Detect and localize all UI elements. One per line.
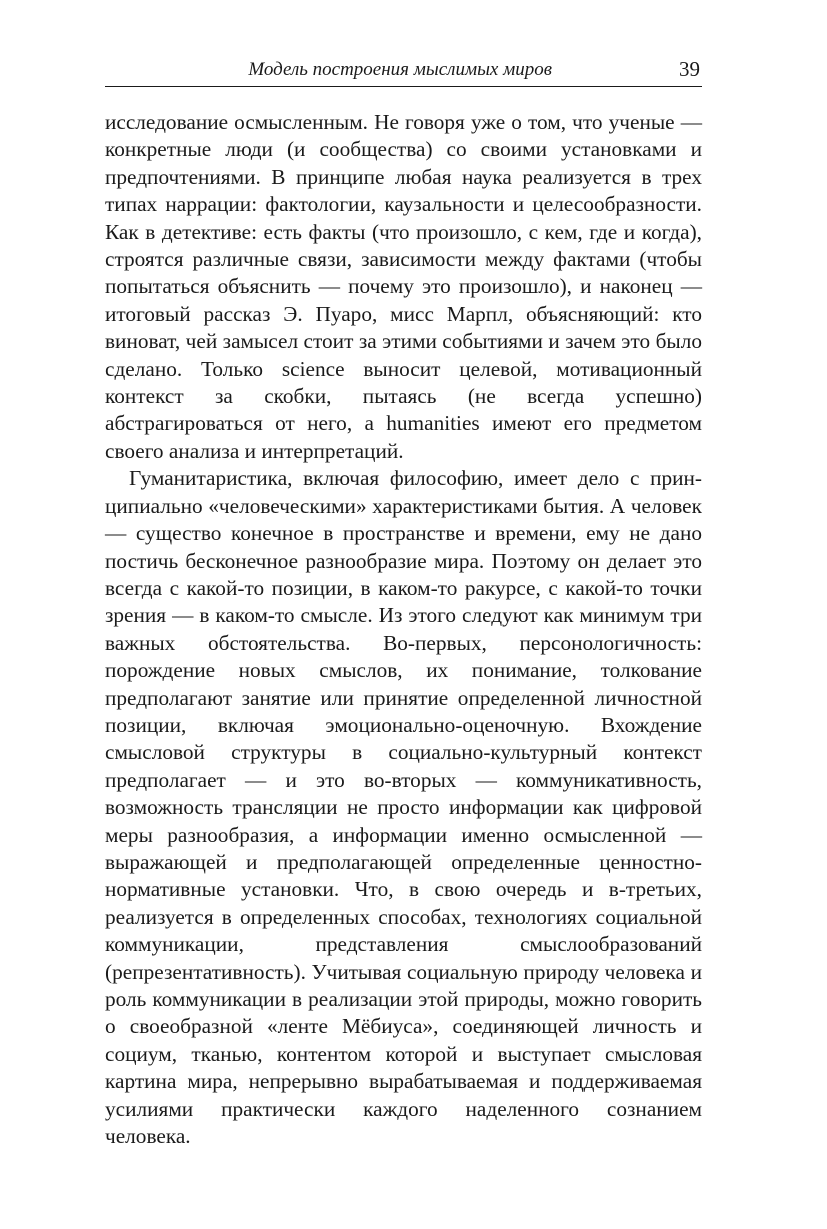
paragraph-continuation: исследование осмысленным. Не говоря уже о том, что ученые — конкретные люди (и сообщества) со своими установками и предпочтениями. В принципе любая наука реализуется в трех типах наррации: фактологии, каузальности и целесообразности. Как в детективе: есть факты (что произошло, с кем, где и когда), строятся различные связи, зависимости между фактами (чтобы попытаться объяснить — почему это произошло), и наконец — итоговый рассказ Э. Пуаро, мисс Марпл, объясняющий: кто виноват, чей замысел стоит за этими событиями и зачем это было сделано. Только science выносит целевой, мотивационный контекст за скобки, пытаясь (не всегда успешно) абстрагироваться от него, а humanities имеют его предметом своего анализа и интерпретаций. xyxy=(105,110,702,463)
paragraph-humanities: Гуманитаристика, включая философию, имеет дело с принципиально «человеческими» характеристиками бытия. А человек — существо конечное в пространстве и времени, ему не дано постичь бесконечное разнообразие мира. Поэтому он делает это всегда с какой-то позиции, в каком-то ракурсе, с какой-то точки зрения — в каком-то смысле. Из этого следуют как минимум три важных обстоятельства. Во-первых, персонологичность: порождение новых смыслов, их понимание, толкование предполагают занятие или принятие определенной личностной позиции, включая эмоционально-оценочную. Вхождение смысловой структуры в социально-культурный контекст предполагает — и это во-вторых — коммуникативность, возможность трансляции не просто информации как цифровой меры разнообразия, а информации именно осмысленной — выражающей и предполагающей определенные ценностно-нормативные установки. Что, в свою очередь и в-третьих, реализуется в определенных способах, технологиях социальной коммуникации, представления смыслообразований (репрезентативность). Учитывая социальную природу человека и роль коммуникации в реализации этой природы, можно говорить о своеобразной «ленте Мёбиуса», соединяющей личность и социум, тканью, контентом которой и выступает смысловая картина мира, непрерывно вырабатываемая и поддерживаемая усилиями практически каждого наделенного сознанием человека. xyxy=(105,466,702,1149)
running-header xyxy=(105,56,702,87)
page-number: 39 xyxy=(679,57,700,81)
book-page xyxy=(105,56,702,1150)
running-title: Модель построения мыслимых миров xyxy=(248,59,552,80)
body-text xyxy=(105,109,702,1150)
